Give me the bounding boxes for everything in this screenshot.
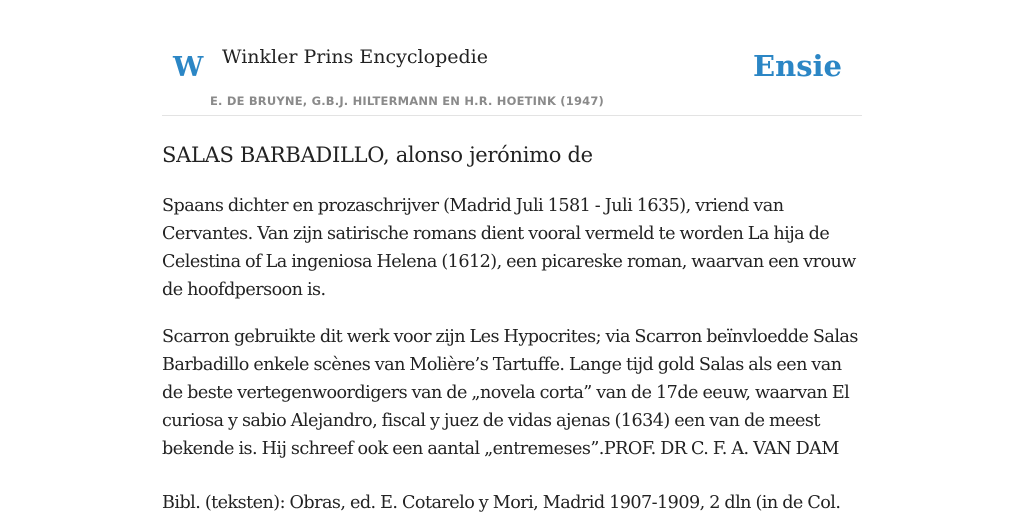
bibliography-paragraph: Bibl. (teksten): Obras, ed. E. Cotarelo y Mori, Madrid 1907-1909, 2 dln (in de Col. [162,493,841,512]
ensie-brand-logo[interactable]: Ensie [753,49,842,83]
edition-authors: E. DE BRUYNE, G.B.J. HILTERMANN EN H.R. HOETINK (1947) [210,94,605,108]
article-paragraph: Spaans dichter en prozaschrijver (Madrid Juli 1581 - Juli 1635), vriend van Cervantes. Van zijn satirische romans dient vooral vermeld te worden La hija de Celestina of La ingeniosa Helena (1612), een picareske roman, waarvan een vrouw de hoofdpersoon is. [162,196,856,300]
article-title: SALAS BARBADILLO, alonso jerónimo de [162,143,593,167]
site-title[interactable]: Winkler Prins Encyclopedie [222,46,488,68]
article [162,138,862,512]
article-paragraph: Scarron gebruikte dit werk voor zijn Les Hypocrites; via Scarron beïnvloedde Salas Barbadillo enkele scènes van Molière’s Tartuffe. Lange tijd gold Salas als een van de beste vertegenwoordigers van de „novela corta” van de 17de eeuw, waarvan El curiosa y sabio Alejandro, fiscal y juez de vidas ajenas (1634) een van de meest bekende is. Hij schreef ook een aantal „entremeses”.PROF. DR C. F. A. VAN DAM [162,327,858,459]
winkler-prins-logo[interactable]: W [173,52,204,83]
site-header [162,38,862,116]
